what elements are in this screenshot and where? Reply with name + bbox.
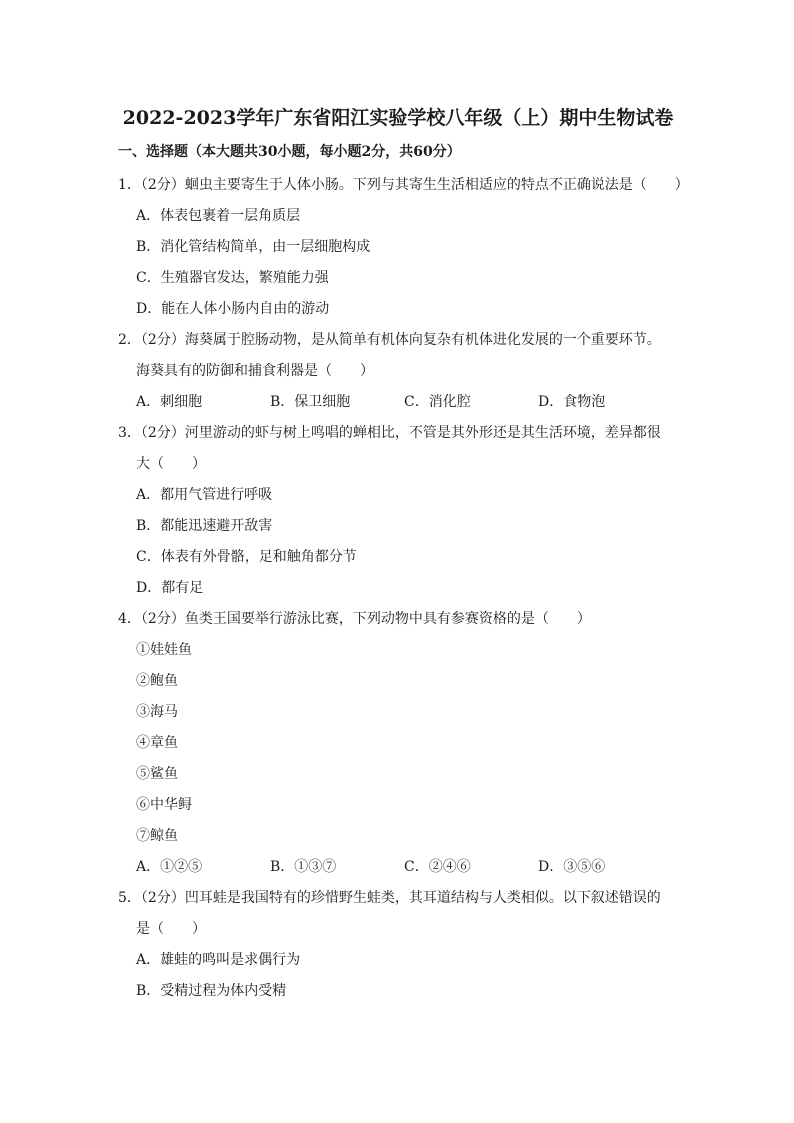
question-stem: 3．（2分）河里游动的虾与树上鸣唱的蝉相比，不管是其外形还是其生活环境，差异都很 [118, 425, 661, 441]
list-item: ⑥中华鲟 [136, 797, 192, 813]
option-d: D．③⑤⑥ [538, 859, 606, 875]
option-d: D．能在人体小肠内自由的游动 [136, 301, 330, 317]
option-c: C．消化腔 [404, 394, 471, 410]
option-a: A．①②⑤ [136, 859, 203, 875]
section-heading: 一、选择题（本大题共30小题，每小题2分，共60分） [118, 144, 461, 160]
question-4 [118, 604, 678, 883]
option-b: B．①③⑦ [270, 859, 337, 875]
list-item: ⑦鲸鱼 [136, 828, 178, 844]
question-1 [118, 170, 689, 325]
list-item: ①娃娃鱼 [136, 642, 192, 658]
question-stem: 5．（2分）凹耳蛙是我国特有的珍惜野生蛙类，其耳道结构与人类相似。以下叙述错误的 [118, 890, 661, 906]
list-item: ④章鱼 [136, 735, 178, 751]
question-2 [118, 325, 678, 418]
option-b: B．消化管结构简单，由一层细胞构成 [136, 239, 371, 255]
list-item: ⑤鲨鱼 [136, 766, 178, 782]
exam-page [118, 98, 689, 1007]
exam-title: 2022-2023学年广东省阳江实验学校八年级（上）期中生物试卷 [122, 107, 674, 129]
options-row [118, 852, 678, 883]
options-row [118, 387, 678, 418]
option-d: D．食物泡 [538, 394, 606, 410]
question-3 [118, 418, 678, 604]
option-d: D．都有足 [136, 580, 204, 596]
option-c: C．体表有外骨骼，足和触角都分节 [136, 549, 357, 565]
option-b: B．受精过程为体内受精 [136, 983, 287, 999]
option-a: A．都用气管进行呼吸 [136, 487, 273, 503]
question-stem-continued: 海葵具有的防御和捕食利器是（ ） [136, 363, 374, 379]
question-stem: 2．（2分）海葵属于腔肠动物，是从简单有机体向复杂有机体进化发展的一个重要环节。 [118, 332, 661, 348]
option-a: A．雄蛙的鸣叫是求偶行为 [136, 952, 301, 968]
option-c: C．生殖器官发达，繁殖能力强 [136, 270, 329, 286]
option-b: B．都能迅速避开敌害 [136, 518, 273, 534]
question-stem: 4．（2分）鱼类王国要举行游泳比赛，下列动物中具有参赛资格的是（ ） [118, 611, 591, 627]
option-c: C．②④⑥ [404, 859, 471, 875]
list-item: ③海马 [136, 704, 178, 720]
question-stem: 1．（2分）蛔虫主要寄生于人体小肠。下列与其寄生生活相适应的特点不正确说法是（ ） [118, 177, 689, 193]
question-stem-continued: 大（ ） [136, 456, 206, 472]
question-5 [118, 883, 678, 1007]
option-a: A．体表包裹着一层角质层 [136, 208, 301, 224]
option-a: A．刺细胞 [136, 394, 203, 410]
list-item: ②鲍鱼 [136, 673, 178, 689]
option-b: B．保卫细胞 [270, 394, 351, 410]
question-stem-continued: 是（ ） [136, 921, 206, 937]
